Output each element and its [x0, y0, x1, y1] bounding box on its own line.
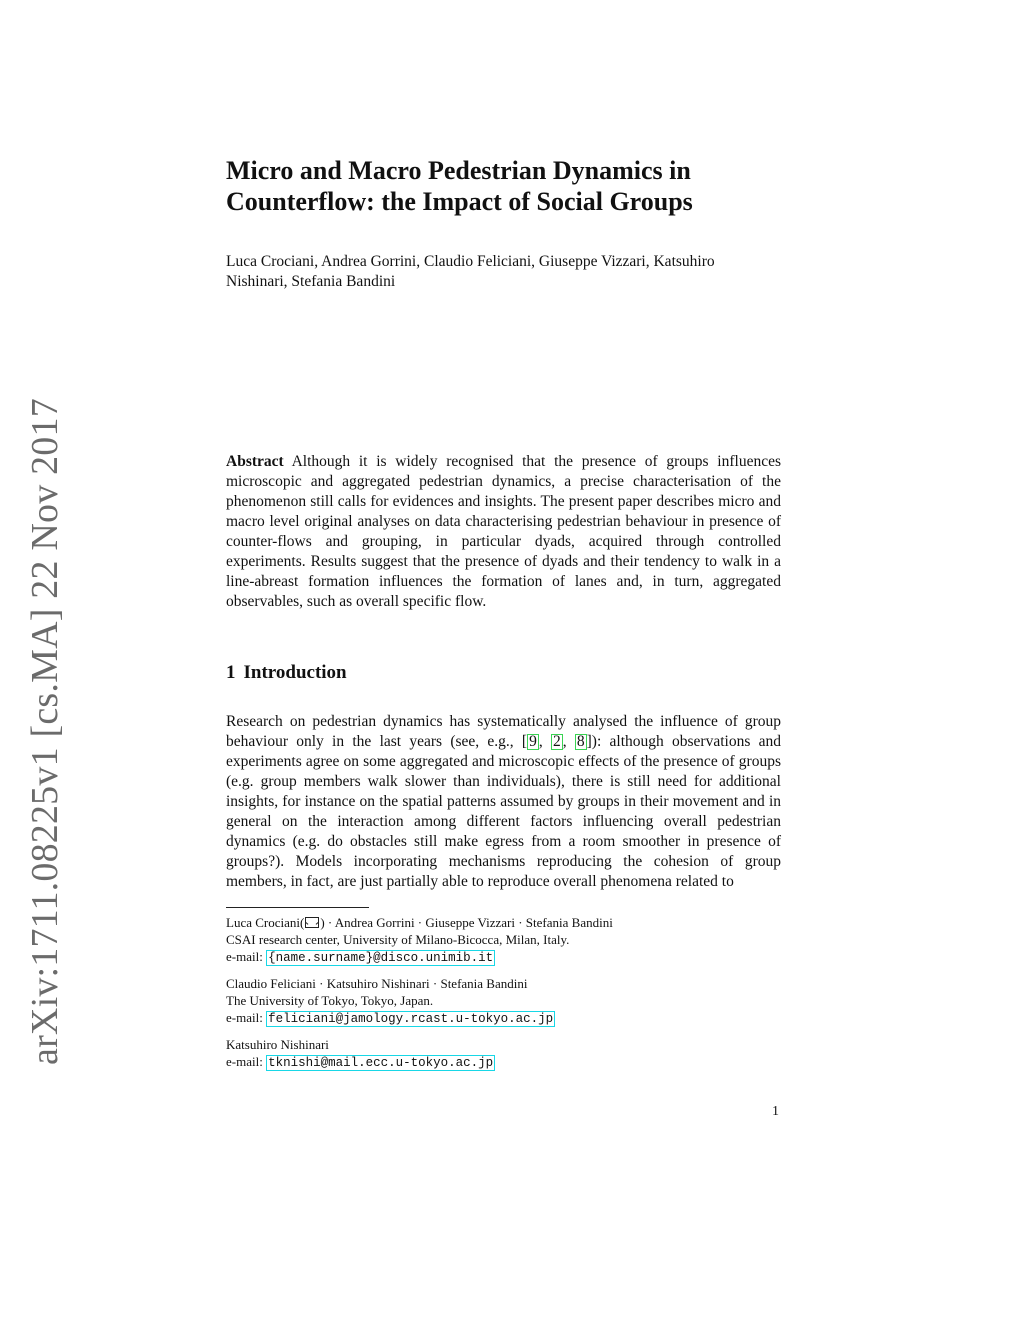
- footnote-email-row: [226, 1009, 786, 1027]
- footnote-email-row: [226, 948, 786, 966]
- citation-separator: ,: [562, 733, 575, 750]
- footnote-affiliation: CSAI research center, University of Milano-Bicocca, Milan, Italy.: [226, 932, 570, 947]
- footnote-authors: Katsuhiro Nishinari: [226, 1037, 329, 1052]
- citation-link[interactable]: 9: [529, 733, 537, 750]
- abstract: [226, 452, 781, 612]
- footnote-authors: [226, 914, 786, 931]
- email-link[interactable]: feliciani@jamology.rcast.u-tokyo.ac.jp: [268, 1012, 554, 1026]
- author-list: [226, 252, 782, 292]
- abstract-label: Abstract: [226, 453, 284, 470]
- abstract-text: Although it is widely recognised that the presence of groups influences microscopic and aggregated pedestrian dynamics, a precise characterisation of the phenomenon still calls for evidences and insights. The present paper describes micro and macro level original analyses on data characterising pedestrian behaviour in presence of counter-flows and grouping, in particular dyads, acquired through controlled experiments. Results suggest that the presence of dyads and their tendency to walk in a line-abreast formation influences the formation of lanes and, in turn, aggregated observables, such as overall specific flow.: [226, 453, 781, 610]
- footnote-authors: Claudio Feliciani · Katsuhiro Nishinari · Stefania Bandini: [226, 976, 528, 991]
- section-heading: [226, 662, 347, 684]
- title-line-1: Micro and Macro Pedestrian Dynamics in: [226, 156, 691, 185]
- envelope-icon: [305, 917, 319, 928]
- email-label: e-mail:: [226, 949, 267, 964]
- page-number: 1: [772, 1104, 779, 1119]
- footnote-email-row: [226, 1053, 786, 1071]
- email-link[interactable]: tknishi@mail.ecc.u-tokyo.ac.jp: [268, 1056, 494, 1070]
- email-link[interactable]: {name.surname}@disco.unimib.it: [268, 951, 494, 965]
- footnote-block: [226, 975, 786, 1027]
- footnote-affiliation: The University of Tokyo, Tokyo, Japan.: [226, 993, 434, 1008]
- introduction-paragraph: [226, 712, 781, 892]
- citation-separator: ,: [538, 733, 551, 750]
- footnote-block: [226, 914, 786, 966]
- intro-text-1: Research on pedestrian dynamics has systematically analysed the influence of group behaviour only in the last years (see, e.g., [: [226, 713, 781, 750]
- arxiv-stamp: arXiv:1711.08225v1 [cs.MA] 22 Nov 2017: [24, 398, 66, 1065]
- intro-text-2: ]): although observations and experiments agree on some aggregated and microscopic effects of the presence of groups (e.g. group members walk slower than individuals), there is still need for additional insights, for instance on the spatial patterns assumed by groups in their movement and in general on the interaction among different factors influencing overall pedestrian dynamics (e.g. do obstacles still make egress from a room smoother in presence of groups?). Models incorporating mechanisms reproducing the cohesion of group members, in fact, are just partially able to reproduce overall phenomena related to: [226, 733, 782, 890]
- email-label: e-mail:: [226, 1054, 267, 1069]
- authors-line-1: Luca Crociani, Andrea Gorrini, Claudio Feliciani, Giuseppe Vizzari, Katsuhiro: [226, 253, 715, 270]
- section-number: 1: [226, 662, 236, 683]
- corresponding-author: Luca Crociani(: [226, 915, 305, 930]
- footnote-rule: [226, 907, 369, 908]
- author-footnotes: [226, 914, 786, 1080]
- email-label: e-mail:: [226, 1010, 267, 1025]
- coauthors: · Andrea Gorrini · Giuseppe Vizzari · Stefania Bandini: [324, 915, 613, 930]
- paren-close: ): [320, 915, 325, 930]
- authors-line-2: Nishinari, Stefania Bandini: [226, 273, 396, 290]
- footnote-block: [226, 1036, 786, 1071]
- section-title: Introduction: [243, 662, 347, 683]
- citation-link[interactable]: 2: [552, 733, 561, 750]
- citation-link[interactable]: 8: [576, 733, 585, 750]
- title-line-2: Counterflow: the Impact of Social Groups: [226, 187, 693, 216]
- paper-title: [226, 155, 786, 217]
